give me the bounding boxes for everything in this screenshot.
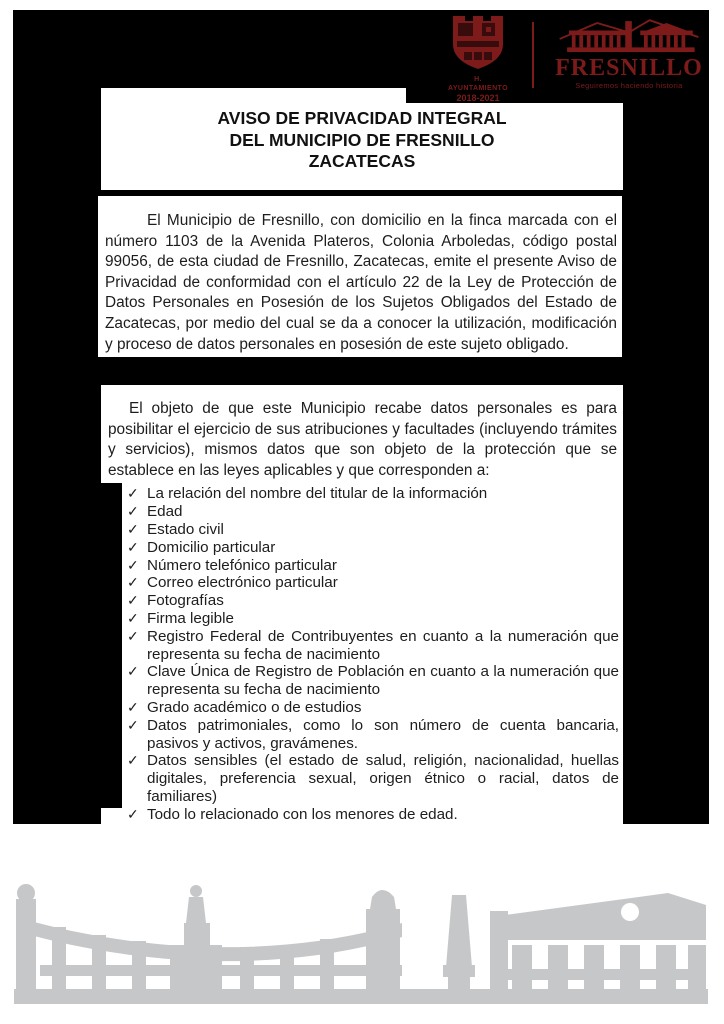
list-item-text: Grado académico o de estudios bbox=[147, 698, 362, 716]
title-line-3: ZACATECAS bbox=[308, 151, 416, 171]
fresnillo-brand bbox=[547, 18, 711, 90]
brand-tagline: Seguiremos haciendo historia bbox=[575, 81, 683, 90]
intro-paragraph-box bbox=[98, 196, 622, 357]
list-item bbox=[127, 539, 619, 557]
list-item bbox=[127, 806, 619, 824]
data-purpose-box bbox=[101, 385, 623, 824]
list-item-text: Datos sensibles (el estado de salud, religión, nacionalidad, huellas digitales, preferencia sexual, origen étnico o racial, datos de familiares) bbox=[147, 752, 619, 805]
intro-paragraph: El Municipio de Fresnillo, con domicilio en la finca marcada con el número 1103 de la Avenida Plateros, Colonia Arboledas, código postal 99056, de esta ciudad de Fresnillo, Zacatecas, emite el presente Aviso de Privacidad de conformidad con el artículo 22 de la Ley de Protección de Datos Personales en Posesión de los Sujetos Obligados del Estado de Zacatecas, por medio del cual se da a conocer la utilización, modificación y proceso de datos personales en posesión de este sujeto obligado. bbox=[105, 212, 617, 353]
list-item-text: Domicilio particular bbox=[147, 538, 276, 556]
coat-of-arms-icon bbox=[450, 14, 506, 72]
list-item bbox=[127, 717, 619, 753]
list-item bbox=[127, 574, 619, 592]
checkmark-icon: ✓ bbox=[127, 485, 139, 502]
list-item bbox=[127, 485, 619, 503]
checkmark-icon: ✓ bbox=[127, 752, 139, 769]
personal-data-list bbox=[127, 485, 619, 823]
crest-period: 2018-2021 bbox=[456, 93, 500, 103]
checkmark-icon: ✓ bbox=[127, 627, 139, 644]
list-item-text: Registro Federal de Contribuyentes en cuanto a la numeración que representa su fecha de nacimiento bbox=[147, 627, 619, 663]
checkmark-icon: ✓ bbox=[127, 805, 139, 822]
logo-divider bbox=[532, 22, 534, 88]
list-item-text: Fotografías bbox=[147, 592, 224, 610]
list-item bbox=[127, 592, 619, 610]
checkmark-icon: ✓ bbox=[127, 716, 139, 733]
list-item-text: Todo lo relacionado con los menores de edad. bbox=[147, 805, 458, 823]
checkmark-icon: ✓ bbox=[127, 663, 139, 680]
brand-name: FRESNILLO bbox=[555, 55, 703, 81]
list-item-text: Clave Única de Registro de Población en cuanto a la numeración que representa su fecha de nacimiento bbox=[147, 663, 619, 699]
title-line-2: DEL MUNICIPIO DE FRESNILLO bbox=[229, 129, 495, 150]
checkmark-icon: ✓ bbox=[127, 538, 139, 555]
document-title bbox=[101, 103, 623, 190]
list-item-text: Edad bbox=[147, 503, 183, 521]
title-line-1: AVISO DE PRIVACIDAD INTEGRAL bbox=[217, 108, 507, 128]
list-item bbox=[127, 610, 619, 628]
list-item bbox=[127, 663, 619, 699]
list-item bbox=[127, 557, 619, 575]
list-item bbox=[127, 503, 619, 521]
municipal-crest bbox=[444, 14, 512, 103]
list-item-text: Correo electrónico particular bbox=[147, 574, 338, 592]
checkmark-icon: ✓ bbox=[127, 698, 139, 715]
list-item-text: Estado civil bbox=[147, 520, 224, 538]
list-item bbox=[127, 628, 619, 664]
checkmark-icon: ✓ bbox=[127, 609, 139, 626]
list-item-text: Datos patrimoniales, como lo son número de cuenta bancaria, pasivos y activos, gravámenes. bbox=[147, 716, 619, 752]
list-item bbox=[127, 521, 619, 539]
list-item-text: Firma legible bbox=[147, 609, 234, 627]
purpose-paragraph: El objeto de que este Municipio recabe datos personales es para posibilitar el ejercicio de sus atribuciones y facultades (incluyendo trámites y servicios), mismos datos que son objeto de la protección que se establece en las leyes aplicables y que corresponden a: bbox=[108, 400, 617, 479]
list-item bbox=[127, 752, 619, 805]
black-left-strip bbox=[101, 483, 122, 808]
checkmark-icon: ✓ bbox=[127, 503, 139, 520]
list-item-text: Número telefónico particular bbox=[147, 556, 337, 574]
list-item-text: La relación del nombre del titular de la información bbox=[147, 485, 488, 503]
checkmark-icon: ✓ bbox=[127, 556, 139, 573]
list-item bbox=[127, 699, 619, 717]
monuments-silhouette bbox=[0, 865, 724, 1015]
crest-caption: H. AYUNTAMIENTO bbox=[448, 76, 508, 92]
checkmark-icon: ✓ bbox=[127, 592, 139, 609]
checkmark-icon: ✓ bbox=[127, 520, 139, 537]
fresnillo-monument-icon bbox=[554, 18, 704, 58]
checkmark-icon: ✓ bbox=[127, 574, 139, 591]
